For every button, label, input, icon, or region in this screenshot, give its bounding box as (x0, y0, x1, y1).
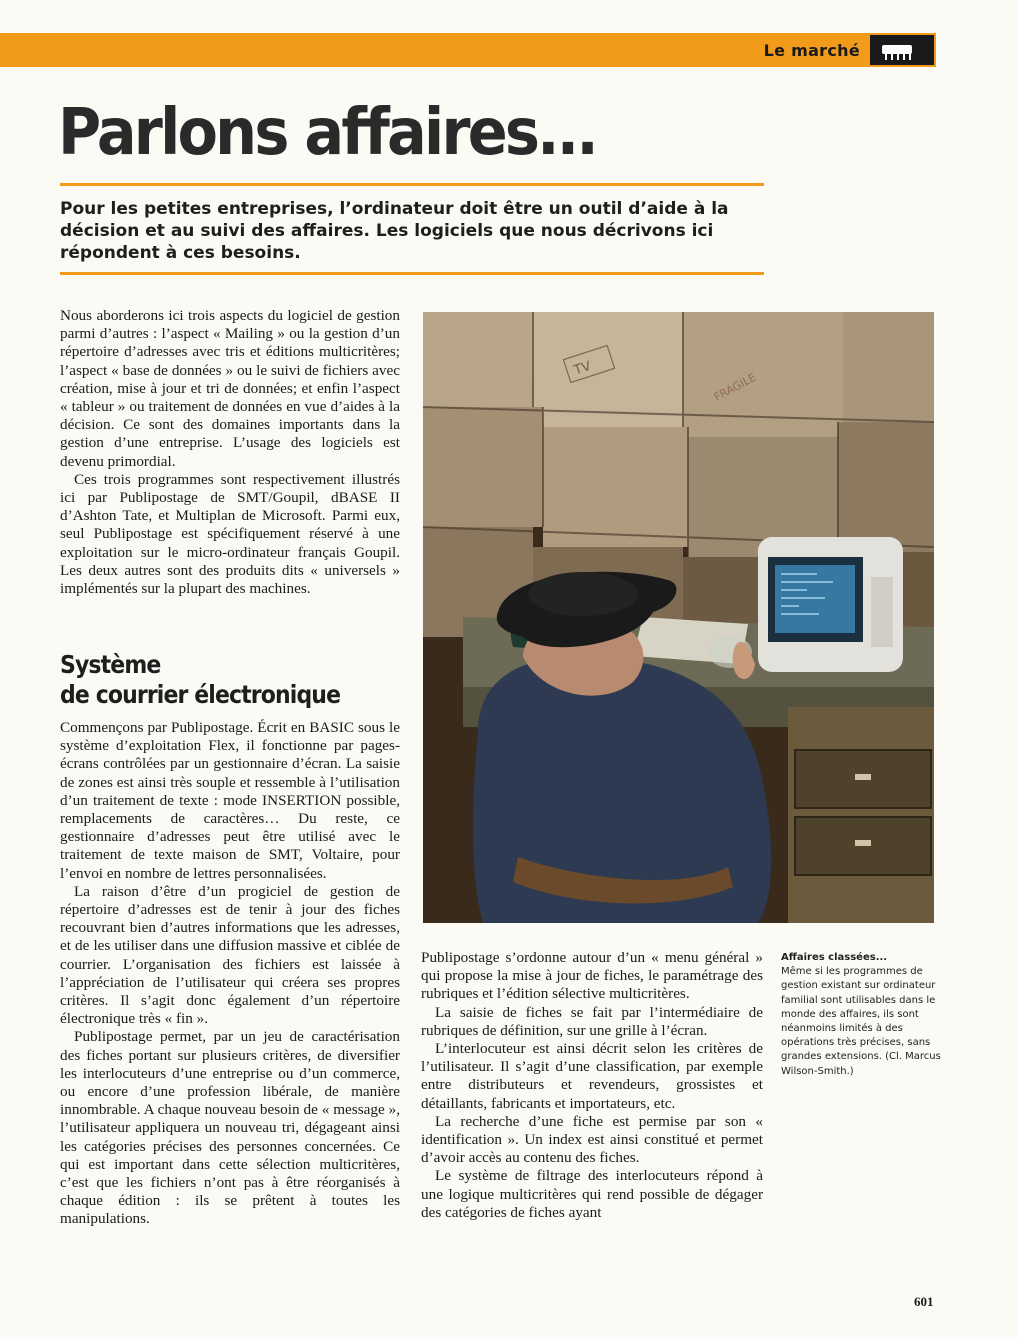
body-column-intro (60, 307, 400, 598)
body-column-left (60, 719, 400, 1229)
chip-pin (897, 52, 899, 60)
top-rule (60, 183, 764, 186)
article-title: Parlons affaires... (58, 96, 596, 170)
section-heading-line: de courrier électronique (60, 680, 341, 709)
paragraph: Nous aborderons ici trois aspects du logiciel de gestion parmi d’autres : l’aspect « Mailing » ou la gestion d’un répertoire d’adresses avec tris et éditions multicritères; l’aspect « base de données » ou le suivi de fichiers avec création, mise à jour et tri de données; et enfin l’aspect « tableur » ou traitement de données en vue d’aides à la décision. Ce sont des domaines importants dans la gestion d’une entreprise. L’usage des logiciels est devenu primordial. (60, 307, 400, 470)
box-label: TV (572, 358, 593, 379)
photo-caption (781, 951, 941, 1079)
caption-text: Même si les programmes de gestion existant sur ordinateur familial sont utilisables dans le monde des affaires, ils sont néanmoins limités à des opérations très précises, sans grandes extensions. (Cl. Marcus Wilson-Smith.) (781, 966, 941, 1077)
chip-icon (870, 35, 934, 65)
page-number: 601 (914, 1294, 934, 1309)
section-heading-line: Système (60, 650, 161, 679)
article-photo (423, 312, 934, 923)
chip-pin (891, 52, 893, 60)
chip-pin (885, 52, 887, 60)
paragraph: Publipostage permet, par un jeu de caractérisation des fiches portant sur plusieurs critères, de diversifier les interlocuteurs d’une entreprise ou d’un commerce, ou encore d’une profession libérale, de manière innombrable. A chaque nouveau besoin de « message », l’utilisateur appliquera un nouveau tri, dégageant ainsi les catégories précises des personnes concernées. Ce qui est important dans cette sélection multicritères, c’est que les fichiers n’ont pas à être réorganisés à chaque édition : ils se prêtent à toutes les manipulations. (60, 1028, 400, 1228)
article-lead: Pour les petites entreprises, l’ordinateur doit être un outil d’aide à la décision et au suivi des affaires. Les logiciels que nous décrivons ici répondent à ces besoins. (60, 199, 729, 263)
photo-illustration (423, 312, 934, 923)
paragraph: Le système de filtrage des interlocuteurs répond à une logique multicritères qui rend possible de dégager des catégories de fiches ayant (421, 1167, 763, 1221)
box-label: FRAGILE (711, 370, 759, 404)
section-heading (60, 650, 359, 710)
paragraph: Commençons par Publipostage. Écrit en BASIC sous le système d’exploitation Flex, il fonctionne par pages-écrans contrôlées par un gestionnaire d’écran. La saisie de zones est ainsi très souple et ressemble à l’utilisation d’un traitement de texte : mode INSERTION possible, remplacements de caractères… Du reste, ce gestionnaire d’adresses peut être utilisé avec le traitement de texte maison de SMT, Voltaire, pour l’envoi en nombre de lettres personnalisées. (60, 719, 400, 882)
section-label: Le marché (763, 41, 860, 60)
paragraph: La raison d’être d’un progiciel de gestion de répertoire d’adresses est de tenir à jour des fiches recouvrant bien d’autres informations que les adresses, et de les utiliser dans une diffusion massive et ciblée de courrier. L’organisation des fichiers est laissée à l’appréciation de l’utilisateur qui créera ses propres critères. Il s’agit donc également d’un répertoire électronique très « fin ». (60, 882, 400, 1028)
paragraph: L’interlocuteur est ainsi décrit selon les critères de l’utilisateur. Il s’agit d’une classification, par exemple entre distributeurs et revendeurs, grossistes et détaillants, fabricants et importateurs, etc. (421, 1040, 763, 1112)
chip-pin (909, 52, 911, 60)
paragraph: La saisie de fiches se fait par l’intermédiaire de rubriques de définition, sur une grille à l’écran. (421, 1003, 763, 1039)
body-column-middle (421, 949, 763, 1222)
paragraph: Publipostage s’ordonne autour d’un « menu général » qui propose la mise à jour de fiches, le paramétrage des rubriques et l’édition sélective multicritères. (421, 949, 763, 1003)
chip-pin (903, 52, 905, 60)
caption-title: Affaires classées... (781, 952, 888, 963)
bottom-rule (60, 272, 764, 275)
paragraph: La recherche d’une fiche est permise par son « identification ». Un index est ainsi constitué et permet d’avoir accès au contenu des fiches. (421, 1112, 763, 1167)
paragraph: Ces trois programmes sont respectivement illustrés ici par Publipostage de SMT/Goupil, dBASE II d’Ashton Tate, et Multiplan de Microsoft. Parmi eux, seul Publipostage est spécifiquement réservé à une exploitation sur le micro-ordinateur français Goupil. Les deux autres sont des produits dits « universels » implémentés sur la plupart des machines. (60, 470, 400, 598)
